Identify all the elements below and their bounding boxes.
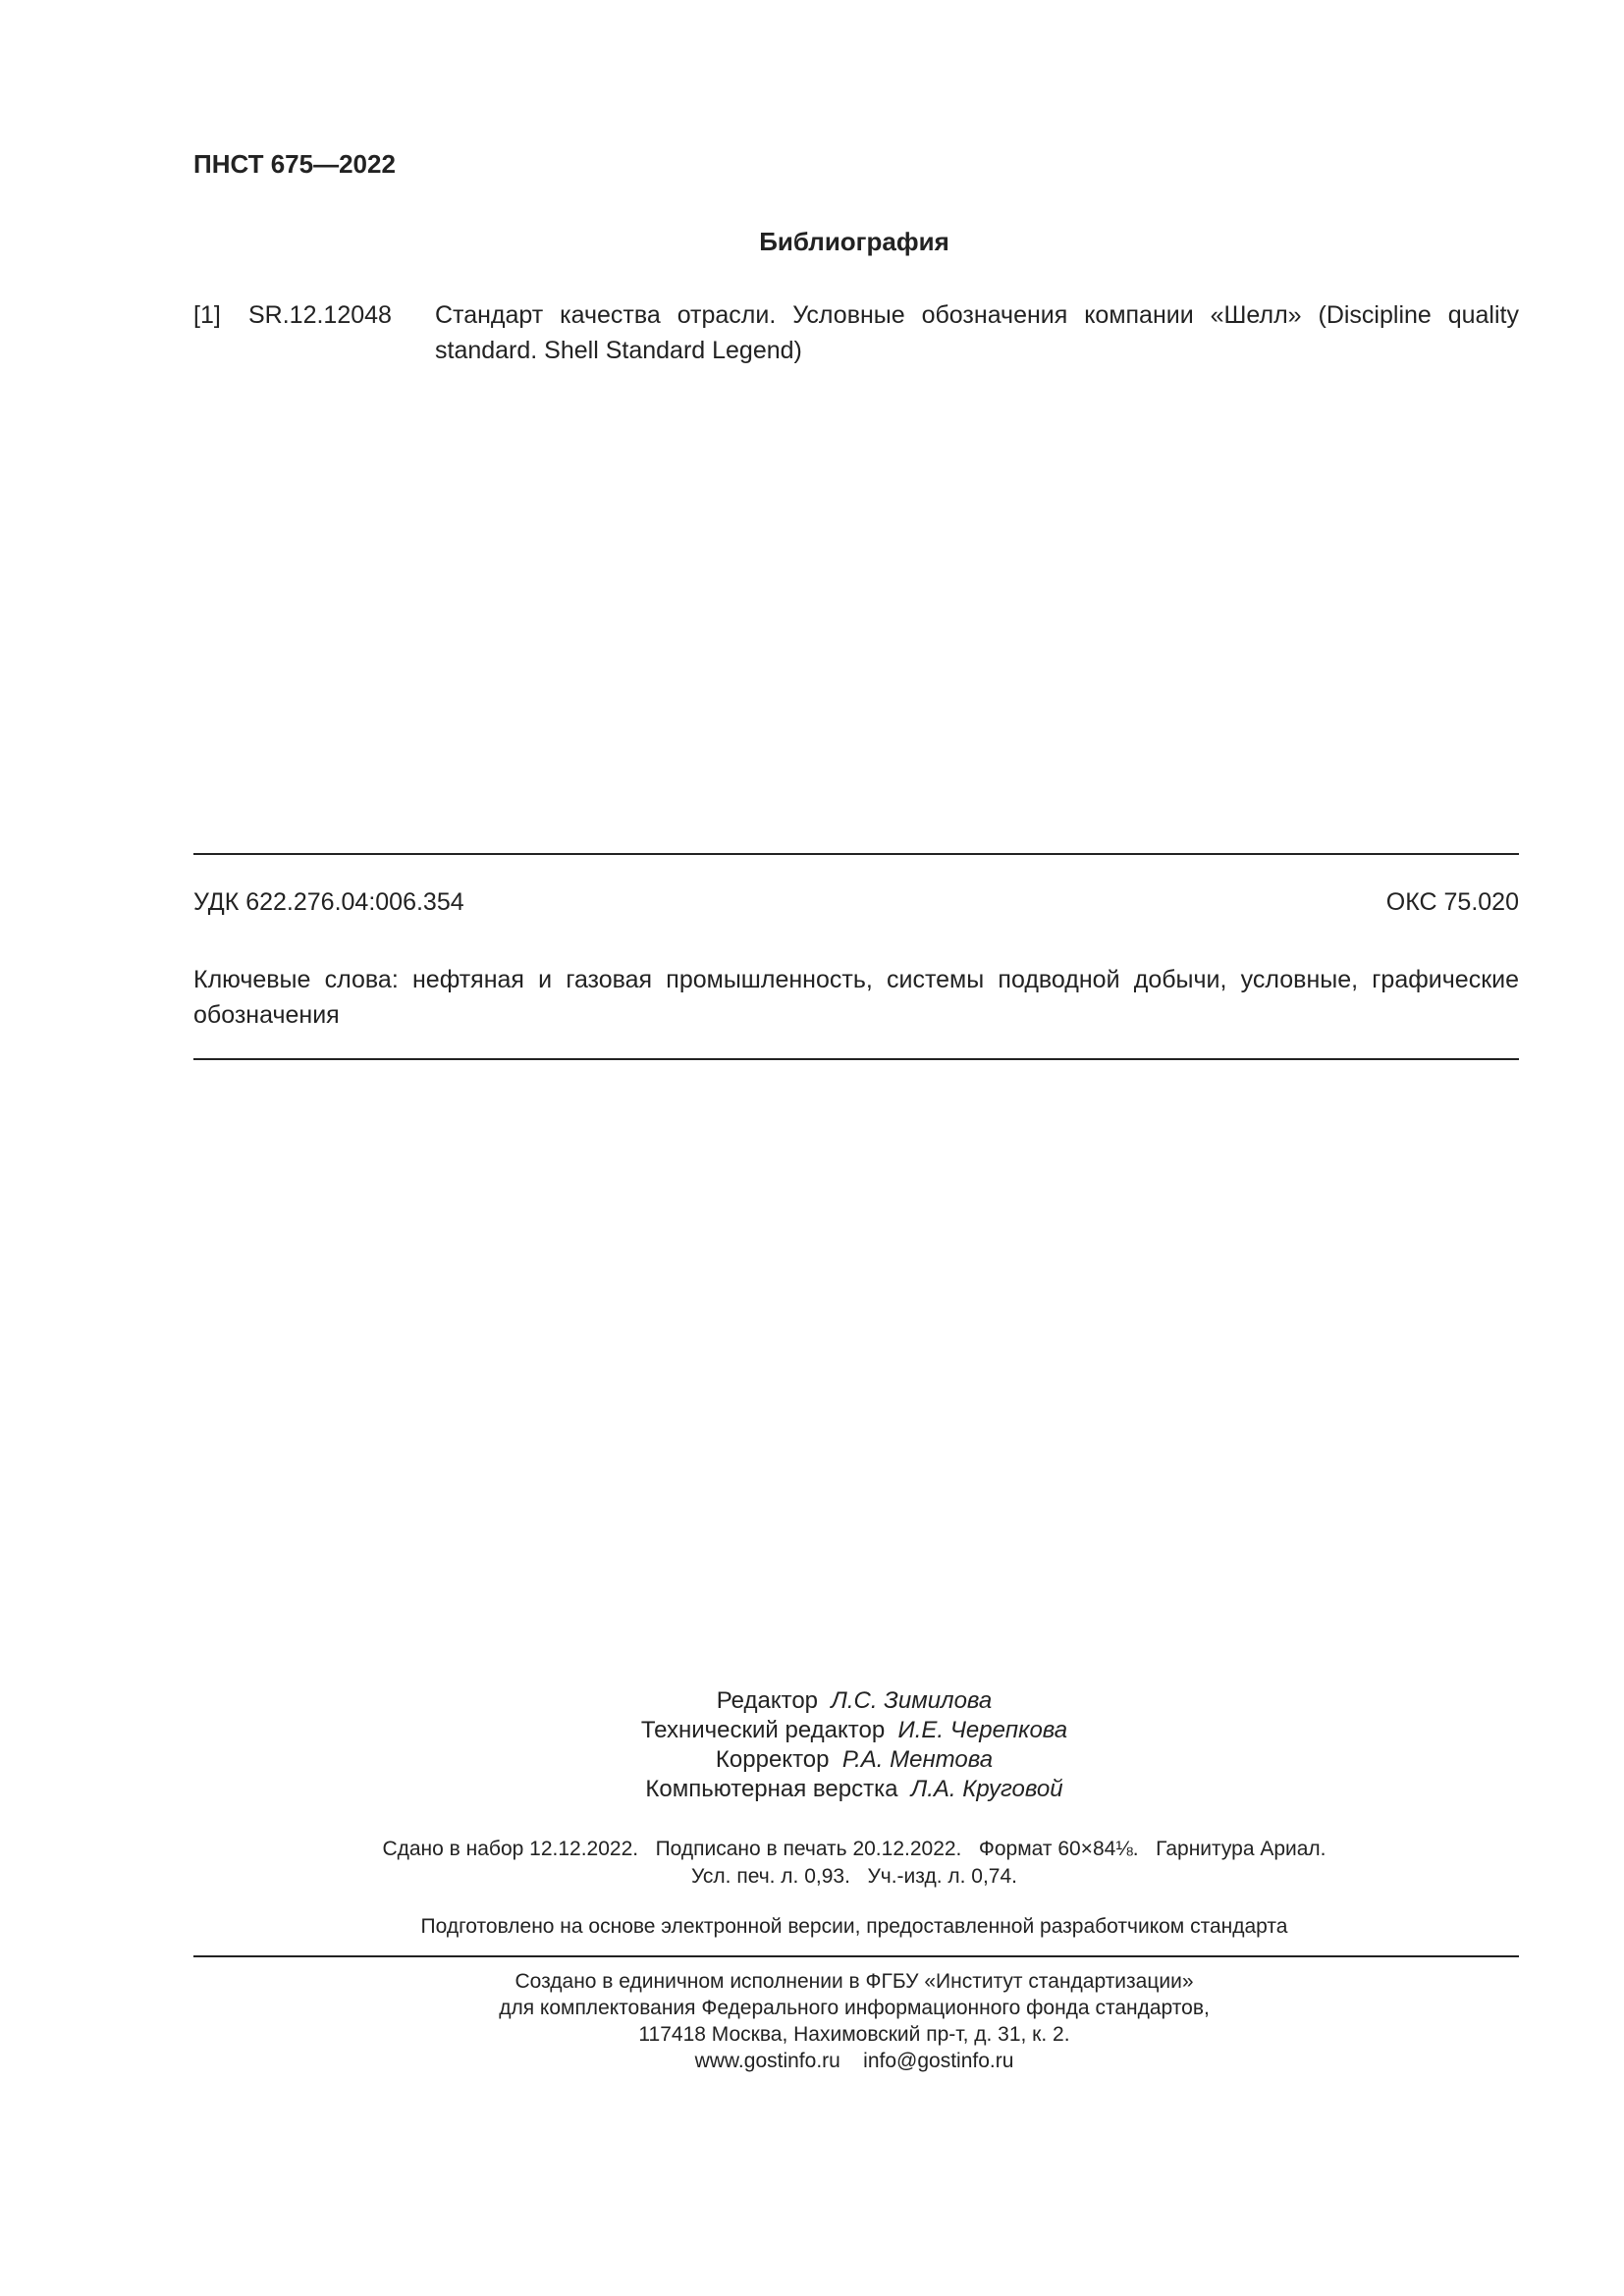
print-info-line: Усл. печ. л. 0,93. Уч.-изд. л. 0,74. [690, 1865, 1017, 1888]
credit-name: Л.А. Круговой [910, 1776, 1063, 1802]
print-info-line: Сдано в набор 12.12.2022. Подписано в печать 20.12.2022. Формат 60×84⅛. Гарнитура Ариал. [382, 1838, 1326, 1860]
print-info [0, 1836, 1624, 1891]
credit-role: Компьютерная верстка [645, 1776, 898, 1802]
credit-role: Редактор [716, 1687, 819, 1714]
credit-line-layout [0, 1775, 1624, 1804]
credit-line-corrector [0, 1745, 1624, 1775]
bibliography-item-number: [1] [193, 301, 221, 329]
keywords: Ключевые слова: нефтяная и газовая промышленность, системы подводной добычи, условные, графические обозначения [193, 966, 1519, 1029]
oks-code: ОКС 75.020 [1385, 888, 1519, 916]
credit-name: И.Е. Черепкова [897, 1717, 1068, 1743]
footer-line: 117418 Москва, Нахимовский пр-т, д. 31, к. 2. [638, 2023, 1070, 2046]
publisher-footer [0, 1968, 1624, 2074]
divider-middle [193, 1058, 1519, 1060]
prepared-note: Подготовлено на основе электронной версии, предоставленной разработчиком стандарта [420, 1915, 1288, 1938]
credit-name: Л.С. Зимилова [831, 1687, 993, 1714]
document-id: ПНСТ 675—2022 [193, 149, 396, 179]
credits-block [0, 1686, 1624, 1804]
credit-line-tech-editor [0, 1716, 1624, 1745]
credit-role: Корректор [715, 1746, 830, 1773]
footer-contacts: www.gostinfo.ru info@gostinfo.ru [694, 2050, 1014, 2072]
divider-bottom [193, 1955, 1519, 1957]
credit-role: Технический редактор [640, 1717, 886, 1743]
credit-name: Р.А. Ментова [841, 1746, 994, 1773]
divider-top [193, 853, 1519, 855]
footer-line: Создано в единичном исполнении в ФГБУ «Институт стандартизации» [514, 1970, 1194, 1993]
bibliography-item-code: SR.12.12048 [248, 301, 392, 329]
credit-line-editor [0, 1686, 1624, 1716]
bibliography-item-description: Стандарт качества отрасли. Условные обозначения компании «Шелл» (Discipline quality standard. Shell Standard Legend) [435, 301, 1519, 364]
udk-code: УДК 622.276.04:006.354 [193, 888, 464, 916]
footer-line: для комплектования Федерального информационного фонда стандартов, [499, 1997, 1210, 2019]
bibliography-title: Библиография [759, 227, 949, 256]
bibliography-item [193, 297, 1519, 368]
